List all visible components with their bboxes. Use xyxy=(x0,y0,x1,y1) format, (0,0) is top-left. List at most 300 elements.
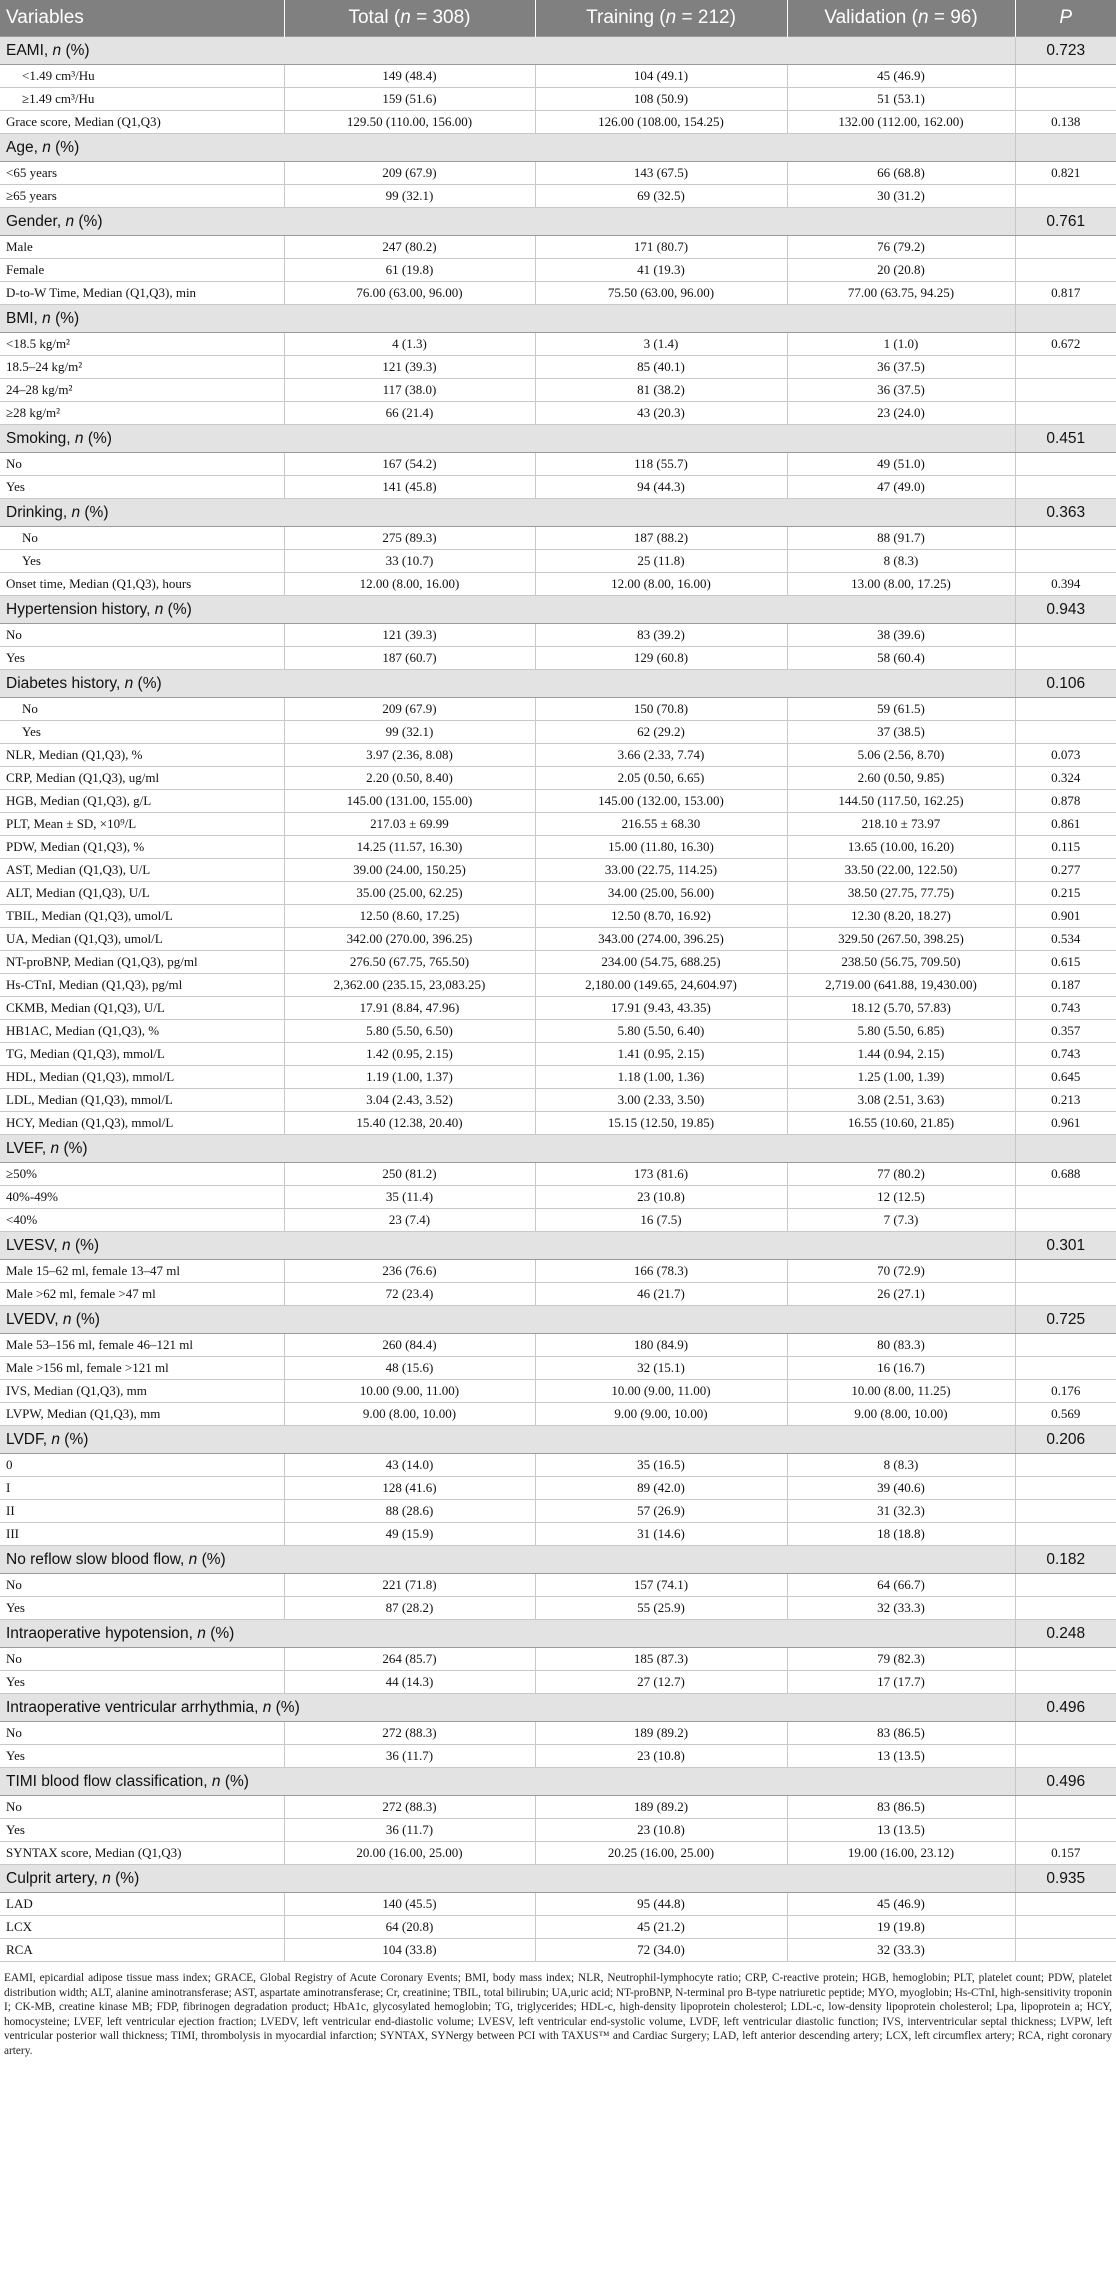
row-label: No xyxy=(0,624,284,647)
p-value xyxy=(1015,1283,1116,1306)
table-row xyxy=(0,1454,1116,1477)
row-label: CRP, Median (Q1,Q3), ug/ml xyxy=(0,767,284,790)
row-label: SYNTAX score, Median (Q1,Q3) xyxy=(0,1842,284,1865)
training-cell: 166 (78.3) xyxy=(535,1260,787,1283)
table-row xyxy=(0,1477,1116,1500)
p-value: 0.157 xyxy=(1015,1842,1116,1865)
total-cell: 104 (33.8) xyxy=(284,1939,535,1962)
header-training: Training (n = 212) xyxy=(535,0,787,37)
validation-cell: 45 (46.9) xyxy=(787,1893,1015,1916)
section-row xyxy=(0,1620,1116,1648)
row-label: Male xyxy=(0,236,284,259)
table-row xyxy=(0,282,1116,305)
row-label: HB1AC, Median (Q1,Q3), % xyxy=(0,1020,284,1043)
validation-cell: 26 (27.1) xyxy=(787,1283,1015,1306)
total-cell: 87 (28.2) xyxy=(284,1597,535,1620)
training-cell: 55 (25.9) xyxy=(535,1597,787,1620)
section-label: LVDF, n (%) xyxy=(0,1426,1015,1454)
table-row xyxy=(0,1523,1116,1546)
training-cell: 108 (50.9) xyxy=(535,88,787,111)
validation-cell: 79 (82.3) xyxy=(787,1648,1015,1671)
total-cell: 167 (54.2) xyxy=(284,453,535,476)
row-label: Onset time, Median (Q1,Q3), hours xyxy=(0,573,284,596)
validation-cell: 38 (39.6) xyxy=(787,624,1015,647)
header-validation: Validation (n = 96) xyxy=(787,0,1015,37)
total-cell: 247 (80.2) xyxy=(284,236,535,259)
table-row xyxy=(0,550,1116,573)
p-value: 0.615 xyxy=(1015,951,1116,974)
section-row xyxy=(0,1232,1116,1260)
row-label: Grace score, Median (Q1,Q3) xyxy=(0,111,284,134)
total-cell: 99 (32.1) xyxy=(284,185,535,208)
training-cell: 12.50 (8.70, 16.92) xyxy=(535,905,787,928)
validation-cell: 238.50 (56.75, 709.50) xyxy=(787,951,1015,974)
row-label: Yes xyxy=(0,721,284,744)
section-label: Culprit artery, n (%) xyxy=(0,1865,1015,1893)
training-cell: 1.18 (1.00, 1.36) xyxy=(535,1066,787,1089)
row-label: NLR, Median (Q1,Q3), % xyxy=(0,744,284,767)
validation-cell: 70 (72.9) xyxy=(787,1260,1015,1283)
p-value xyxy=(1015,1722,1116,1745)
training-cell: 41 (19.3) xyxy=(535,259,787,282)
validation-cell: 13.65 (10.00, 16.20) xyxy=(787,836,1015,859)
p-value xyxy=(1015,476,1116,499)
table-footnote: EAMI, epicardial adipose tissue mass index; GRACE, Global Registry of Acute Coronary Events; BMI, body mass index; NLR, Neutrophil-lymphocyte ratio; CRP, C-reactive protein; HGB, hemoglobin; PLT, platelet count; PDW, platelet distribution width; ALT, alanine aminotransferase; AST, aspartate aminotransferase; Cr, creatinine; TBIL, total bilirubin; UA,uric acid; NT-proBNP, N-terminal pro B-type natriuretic peptide; MYO, myoglobin; Hs-CTnI, high-sensitivity troponin I; CK-MB, creatine kinase MB; FDP, fibrinogen degradation product; HbA1c, glycosylated hemoglobin; TG, triglycerides; HDL-c, high-density lipoprotein cholesterol; LDL-c, low-density lipoprotein cholesterol; Lpa, lipoprotein a; HCY, homocysteine; LVEF, left ventricular ejection fraction; LVEDV, left ventricular end-diastolic volume; LVESV, left ventricular end-systolic volume, LVDF, left ventricular diastolic function; IVS, interventricular septal thickness; LVPW, left ventricular posterior wall thickness; TIMI, thrombolysis in myocardial infarction; SYNTAX, SYNergy between PCI with TAXUS™ and Cardiac Surgery; LAD, left anterior descending artery; LCX, left circumflex artery; RCA, right coronary artery. xyxy=(4,1972,1112,2057)
table-row xyxy=(0,1842,1116,1865)
validation-cell: 16.55 (10.60, 21.85) xyxy=(787,1112,1015,1135)
training-cell: 75.50 (63.00, 96.00) xyxy=(535,282,787,305)
validation-cell: 144.50 (117.50, 162.25) xyxy=(787,790,1015,813)
validation-cell: 32 (33.3) xyxy=(787,1939,1015,1962)
p-value xyxy=(1015,356,1116,379)
p-value xyxy=(1015,453,1116,476)
row-label: HDL, Median (Q1,Q3), mmol/L xyxy=(0,1066,284,1089)
table-row xyxy=(0,185,1116,208)
p-value: 0.215 xyxy=(1015,882,1116,905)
p-value: 0.901 xyxy=(1015,905,1116,928)
total-cell: 44 (14.3) xyxy=(284,1671,535,1694)
training-cell: 3.66 (2.33, 7.74) xyxy=(535,744,787,767)
training-cell: 16 (7.5) xyxy=(535,1209,787,1232)
p-value xyxy=(1015,1648,1116,1671)
p-value: 0.935 xyxy=(1015,1865,1116,1893)
total-cell: 39.00 (24.00, 150.25) xyxy=(284,859,535,882)
table-row xyxy=(0,647,1116,670)
training-cell: 95 (44.8) xyxy=(535,1893,787,1916)
p-value xyxy=(1015,527,1116,550)
total-cell: 4 (1.3) xyxy=(284,333,535,356)
row-label: 40%-49% xyxy=(0,1186,284,1209)
total-cell: 187 (60.7) xyxy=(284,647,535,670)
training-cell: 35 (16.5) xyxy=(535,1454,787,1477)
p-value: 0.761 xyxy=(1015,208,1116,236)
validation-cell: 23 (24.0) xyxy=(787,402,1015,425)
validation-cell: 49 (51.0) xyxy=(787,453,1015,476)
row-label: TBIL, Median (Q1,Q3), umol/L xyxy=(0,905,284,928)
training-cell: 234.00 (54.75, 688.25) xyxy=(535,951,787,974)
row-label: Yes xyxy=(0,647,284,670)
validation-cell: 83 (86.5) xyxy=(787,1796,1015,1819)
total-cell: 76.00 (63.00, 96.00) xyxy=(284,282,535,305)
validation-cell: 2.60 (0.50, 9.85) xyxy=(787,767,1015,790)
validation-cell: 8 (8.3) xyxy=(787,1454,1015,1477)
table-row xyxy=(0,624,1116,647)
training-cell: 3 (1.4) xyxy=(535,333,787,356)
p-value xyxy=(1015,1574,1116,1597)
table-row xyxy=(0,1334,1116,1357)
table-row xyxy=(0,379,1116,402)
validation-cell: 1 (1.0) xyxy=(787,333,1015,356)
training-cell: 23 (10.8) xyxy=(535,1186,787,1209)
section-label: Age, n (%) xyxy=(0,134,1015,162)
section-row xyxy=(0,499,1116,527)
p-value: 0.394 xyxy=(1015,573,1116,596)
training-cell: 57 (26.9) xyxy=(535,1500,787,1523)
table-row xyxy=(0,1403,1116,1426)
row-label: RCA xyxy=(0,1939,284,1962)
validation-cell: 31 (32.3) xyxy=(787,1500,1015,1523)
total-cell: 3.97 (2.36, 8.08) xyxy=(284,744,535,767)
total-cell: 9.00 (8.00, 10.00) xyxy=(284,1403,535,1426)
validation-cell: 18.12 (5.70, 57.83) xyxy=(787,997,1015,1020)
p-value xyxy=(1015,134,1116,162)
table-row xyxy=(0,974,1116,997)
row-label: Yes xyxy=(0,550,284,573)
table-body xyxy=(0,37,1116,1962)
validation-cell: 77 (80.2) xyxy=(787,1163,1015,1186)
validation-cell: 19 (19.8) xyxy=(787,1916,1015,1939)
validation-cell: 3.08 (2.51, 3.63) xyxy=(787,1089,1015,1112)
training-cell: 10.00 (9.00, 11.00) xyxy=(535,1380,787,1403)
validation-cell: 2,719.00 (641.88, 19,430.00) xyxy=(787,974,1015,997)
row-label: I xyxy=(0,1477,284,1500)
row-label: ≥50% xyxy=(0,1163,284,1186)
training-cell: 5.80 (5.50, 6.40) xyxy=(535,1020,787,1043)
header-variables: Variables xyxy=(0,0,284,37)
table-row xyxy=(0,767,1116,790)
header-row xyxy=(0,0,1116,37)
p-value xyxy=(1015,1796,1116,1819)
table-row xyxy=(0,744,1116,767)
total-cell: 209 (67.9) xyxy=(284,162,535,185)
training-cell: 15.00 (11.80, 16.30) xyxy=(535,836,787,859)
total-cell: 272 (88.3) xyxy=(284,1796,535,1819)
section-row xyxy=(0,37,1116,65)
training-cell: 150 (70.8) xyxy=(535,698,787,721)
validation-cell: 37 (38.5) xyxy=(787,721,1015,744)
table-row xyxy=(0,859,1116,882)
validation-cell: 83 (86.5) xyxy=(787,1722,1015,1745)
p-value xyxy=(1015,721,1116,744)
row-label: II xyxy=(0,1500,284,1523)
training-cell: 143 (67.5) xyxy=(535,162,787,185)
p-value xyxy=(1015,698,1116,721)
training-cell: 46 (21.7) xyxy=(535,1283,787,1306)
validation-cell: 36 (37.5) xyxy=(787,379,1015,402)
training-cell: 189 (89.2) xyxy=(535,1796,787,1819)
training-cell: 180 (84.9) xyxy=(535,1334,787,1357)
row-label: Yes xyxy=(0,476,284,499)
total-cell: 145.00 (131.00, 155.00) xyxy=(284,790,535,813)
table-header xyxy=(0,0,1116,37)
p-value: 0.569 xyxy=(1015,1403,1116,1426)
training-cell: 32 (15.1) xyxy=(535,1357,787,1380)
p-value: 0.363 xyxy=(1015,499,1116,527)
p-value: 0.743 xyxy=(1015,997,1116,1020)
section-row xyxy=(0,425,1116,453)
total-cell: 260 (84.4) xyxy=(284,1334,535,1357)
header-p: P xyxy=(1015,0,1116,37)
p-value: 0.301 xyxy=(1015,1232,1116,1260)
training-cell: 1.41 (0.95, 2.15) xyxy=(535,1043,787,1066)
validation-cell: 58 (60.4) xyxy=(787,647,1015,670)
table-row xyxy=(0,1283,1116,1306)
row-label: No xyxy=(0,527,284,550)
p-value: 0.277 xyxy=(1015,859,1116,882)
validation-cell: 16 (16.7) xyxy=(787,1357,1015,1380)
validation-cell: 18 (18.8) xyxy=(787,1523,1015,1546)
total-cell: 14.25 (11.57, 16.30) xyxy=(284,836,535,859)
table-row xyxy=(0,1671,1116,1694)
p-value: 0.248 xyxy=(1015,1620,1116,1648)
p-value xyxy=(1015,88,1116,111)
row-label: Yes xyxy=(0,1671,284,1694)
section-label: Intraoperative ventricular arrhythmia, n (%) xyxy=(0,1694,1015,1722)
table-row xyxy=(0,1722,1116,1745)
training-cell: 129 (60.8) xyxy=(535,647,787,670)
validation-cell: 13 (13.5) xyxy=(787,1745,1015,1768)
row-label: 18.5–24 kg/m² xyxy=(0,356,284,379)
table-row xyxy=(0,453,1116,476)
total-cell: 209 (67.9) xyxy=(284,698,535,721)
total-cell: 129.50 (110.00, 156.00) xyxy=(284,111,535,134)
training-cell: 23 (10.8) xyxy=(535,1819,787,1842)
row-label: ≥65 years xyxy=(0,185,284,208)
p-value: 0.073 xyxy=(1015,744,1116,767)
p-value xyxy=(1015,379,1116,402)
table-row xyxy=(0,928,1116,951)
total-cell: 72 (23.4) xyxy=(284,1283,535,1306)
total-cell: 49 (15.9) xyxy=(284,1523,535,1546)
p-value xyxy=(1015,1477,1116,1500)
row-label: AST, Median (Q1,Q3), U/L xyxy=(0,859,284,882)
total-cell: 128 (41.6) xyxy=(284,1477,535,1500)
row-label: 24–28 kg/m² xyxy=(0,379,284,402)
section-label: Gender, n (%) xyxy=(0,208,1015,236)
row-label: No xyxy=(0,1722,284,1745)
total-cell: 2,362.00 (235.15, 23,083.25) xyxy=(284,974,535,997)
row-label: ALT, Median (Q1,Q3), U/L xyxy=(0,882,284,905)
p-value xyxy=(1015,1916,1116,1939)
total-cell: 250 (81.2) xyxy=(284,1163,535,1186)
validation-cell: 5.06 (2.56, 8.70) xyxy=(787,744,1015,767)
validation-cell: 64 (66.7) xyxy=(787,1574,1015,1597)
training-cell: 185 (87.3) xyxy=(535,1648,787,1671)
p-value xyxy=(1015,624,1116,647)
section-label: TIMI blood flow classification, n (%) xyxy=(0,1768,1015,1796)
table-row xyxy=(0,1796,1116,1819)
p-value xyxy=(1015,1671,1116,1694)
validation-cell: 32 (33.3) xyxy=(787,1597,1015,1620)
validation-cell: 39 (40.6) xyxy=(787,1477,1015,1500)
table-row xyxy=(0,1186,1116,1209)
p-value: 0.961 xyxy=(1015,1112,1116,1135)
row-label: Male 15–62 ml, female 13–47 ml xyxy=(0,1260,284,1283)
section-row xyxy=(0,1694,1116,1722)
training-cell: 126.00 (108.00, 154.25) xyxy=(535,111,787,134)
section-row xyxy=(0,208,1116,236)
validation-cell: 5.80 (5.50, 6.85) xyxy=(787,1020,1015,1043)
table-row xyxy=(0,721,1116,744)
table-row xyxy=(0,882,1116,905)
validation-cell: 88 (91.7) xyxy=(787,527,1015,550)
row-label: PLT, Mean ± SD, ×10⁹/L xyxy=(0,813,284,836)
table-row xyxy=(0,527,1116,550)
total-cell: 3.04 (2.43, 3.52) xyxy=(284,1089,535,1112)
p-value: 0.645 xyxy=(1015,1066,1116,1089)
p-value xyxy=(1015,1186,1116,1209)
table-row xyxy=(0,905,1116,928)
header-total: Total (n = 308) xyxy=(284,0,535,37)
row-label: <1.49 cm³/Hu xyxy=(0,65,284,88)
section-label: Diabetes history, n (%) xyxy=(0,670,1015,698)
training-cell: 343.00 (274.00, 396.25) xyxy=(535,928,787,951)
p-value: 0.324 xyxy=(1015,767,1116,790)
p-value xyxy=(1015,1939,1116,1962)
training-cell: 2.05 (0.50, 6.65) xyxy=(535,767,787,790)
row-label: 0 xyxy=(0,1454,284,1477)
section-label: LVESV, n (%) xyxy=(0,1232,1015,1260)
total-cell: 36 (11.7) xyxy=(284,1819,535,1842)
p-value: 0.817 xyxy=(1015,282,1116,305)
training-cell: 189 (89.2) xyxy=(535,1722,787,1745)
row-label: PDW, Median (Q1,Q3), % xyxy=(0,836,284,859)
training-cell: 2,180.00 (149.65, 24,604.97) xyxy=(535,974,787,997)
section-row xyxy=(0,305,1116,333)
training-cell: 83 (39.2) xyxy=(535,624,787,647)
training-cell: 118 (55.7) xyxy=(535,453,787,476)
p-value xyxy=(1015,647,1116,670)
table-row xyxy=(0,698,1116,721)
total-cell: 12.00 (8.00, 16.00) xyxy=(284,573,535,596)
p-value xyxy=(1015,65,1116,88)
row-label: <40% xyxy=(0,1209,284,1232)
validation-cell: 13 (13.5) xyxy=(787,1819,1015,1842)
table-row xyxy=(0,236,1116,259)
row-label: LDL, Median (Q1,Q3), mmol/L xyxy=(0,1089,284,1112)
training-cell: 45 (21.2) xyxy=(535,1916,787,1939)
section-label: LVEF, n (%) xyxy=(0,1135,1015,1163)
p-value xyxy=(1015,1819,1116,1842)
row-label: Yes xyxy=(0,1745,284,1768)
row-label: LVPW, Median (Q1,Q3), mm xyxy=(0,1403,284,1426)
p-value xyxy=(1015,402,1116,425)
p-value xyxy=(1015,1357,1116,1380)
table-row xyxy=(0,1819,1116,1842)
total-cell: 5.80 (5.50, 6.50) xyxy=(284,1020,535,1043)
section-label: Drinking, n (%) xyxy=(0,499,1015,527)
row-label: No xyxy=(0,1574,284,1597)
row-label: ≥1.49 cm³/Hu xyxy=(0,88,284,111)
total-cell: 17.91 (8.84, 47.96) xyxy=(284,997,535,1020)
total-cell: 35 (11.4) xyxy=(284,1186,535,1209)
total-cell: 33 (10.7) xyxy=(284,550,535,573)
p-value: 0.496 xyxy=(1015,1768,1116,1796)
row-label: CKMB, Median (Q1,Q3), U/L xyxy=(0,997,284,1020)
table-row xyxy=(0,1020,1116,1043)
training-cell: 171 (80.7) xyxy=(535,236,787,259)
total-cell: 43 (14.0) xyxy=(284,1454,535,1477)
validation-cell: 66 (68.8) xyxy=(787,162,1015,185)
training-cell: 81 (38.2) xyxy=(535,379,787,402)
row-label: LAD xyxy=(0,1893,284,1916)
training-cell: 43 (20.3) xyxy=(535,402,787,425)
total-cell: 1.19 (1.00, 1.37) xyxy=(284,1066,535,1089)
p-value xyxy=(1015,1135,1116,1163)
training-cell: 9.00 (9.00, 10.00) xyxy=(535,1403,787,1426)
table-row xyxy=(0,1043,1116,1066)
training-cell: 17.91 (9.43, 43.35) xyxy=(535,997,787,1020)
section-label: EAMI, n (%) xyxy=(0,37,1015,65)
training-cell: 12.00 (8.00, 16.00) xyxy=(535,573,787,596)
training-cell: 23 (10.8) xyxy=(535,1745,787,1768)
p-value: 0.723 xyxy=(1015,37,1116,65)
row-label: No xyxy=(0,1648,284,1671)
table-row xyxy=(0,162,1116,185)
p-value: 0.672 xyxy=(1015,333,1116,356)
training-cell: 216.55 ± 68.30 xyxy=(535,813,787,836)
table-row xyxy=(0,1112,1116,1135)
training-cell: 85 (40.1) xyxy=(535,356,787,379)
training-cell: 173 (81.6) xyxy=(535,1163,787,1186)
table-row xyxy=(0,1916,1116,1939)
table-row xyxy=(0,813,1116,836)
validation-cell: 1.44 (0.94, 2.15) xyxy=(787,1043,1015,1066)
row-label: D-to-W Time, Median (Q1,Q3), min xyxy=(0,282,284,305)
total-cell: 221 (71.8) xyxy=(284,1574,535,1597)
table-row xyxy=(0,1597,1116,1620)
validation-cell: 19.00 (16.00, 23.12) xyxy=(787,1842,1015,1865)
section-label: LVEDV, n (%) xyxy=(0,1306,1015,1334)
p-value: 0.743 xyxy=(1015,1043,1116,1066)
table-row xyxy=(0,997,1116,1020)
p-value xyxy=(1015,1745,1116,1768)
p-value xyxy=(1015,1597,1116,1620)
table-row xyxy=(0,1089,1116,1112)
total-cell: 121 (39.3) xyxy=(284,624,535,647)
p-value xyxy=(1015,1260,1116,1283)
p-value: 0.725 xyxy=(1015,1306,1116,1334)
total-cell: 10.00 (9.00, 11.00) xyxy=(284,1380,535,1403)
total-cell: 140 (45.5) xyxy=(284,1893,535,1916)
validation-cell: 59 (61.5) xyxy=(787,698,1015,721)
table-row xyxy=(0,1893,1116,1916)
validation-cell: 8 (8.3) xyxy=(787,550,1015,573)
total-cell: 20.00 (16.00, 25.00) xyxy=(284,1842,535,1865)
training-cell: 25 (11.8) xyxy=(535,550,787,573)
table-row xyxy=(0,1380,1116,1403)
section-row xyxy=(0,1135,1116,1163)
training-cell: 3.00 (2.33, 3.50) xyxy=(535,1089,787,1112)
total-cell: 99 (32.1) xyxy=(284,721,535,744)
total-cell: 276.50 (67.75, 765.50) xyxy=(284,951,535,974)
section-label: Hypertension history, n (%) xyxy=(0,596,1015,624)
p-value: 0.688 xyxy=(1015,1163,1116,1186)
total-cell: 15.40 (12.38, 20.40) xyxy=(284,1112,535,1135)
p-value: 0.943 xyxy=(1015,596,1116,624)
validation-cell: 45 (46.9) xyxy=(787,65,1015,88)
table-row xyxy=(0,1163,1116,1186)
